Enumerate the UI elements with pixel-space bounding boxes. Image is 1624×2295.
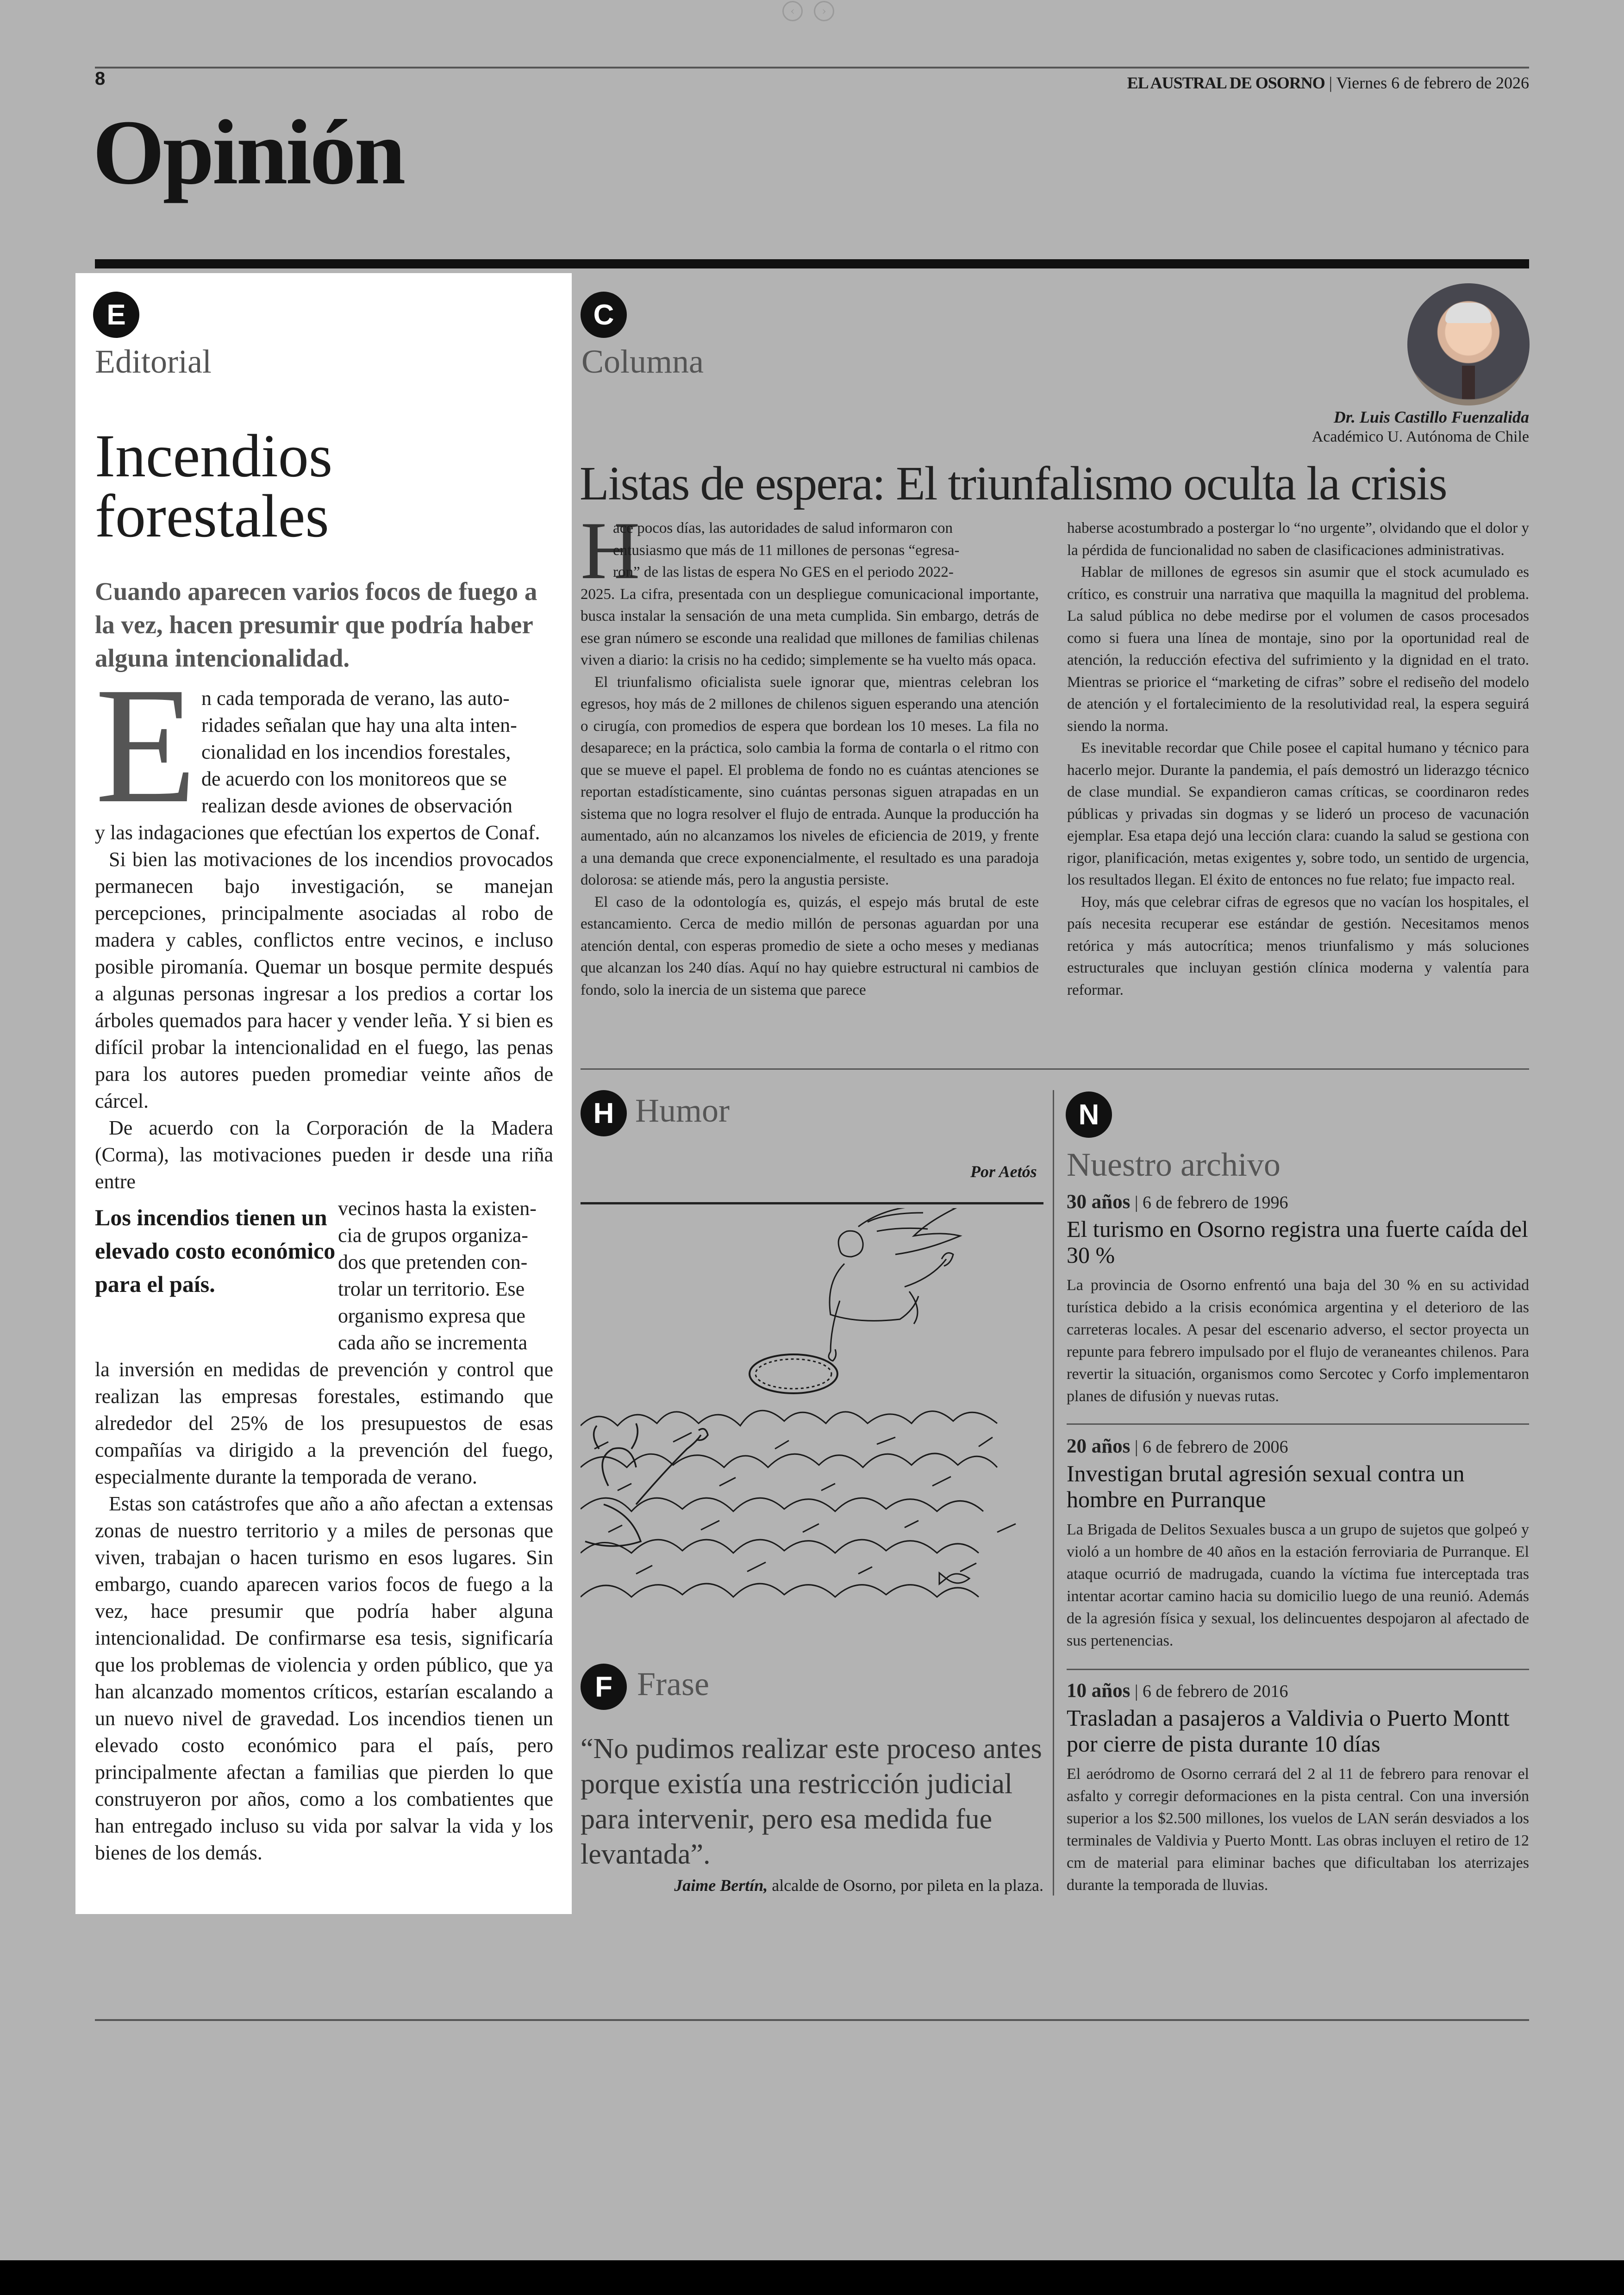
frase-quote: “No pudimos realizar este proceso antes porque existía una restricción judicial para intervenir, pero esa medida fue levantada”. bbox=[581, 1733, 1042, 1870]
archive-item-meta bbox=[1067, 1679, 1529, 1702]
archive-headline: El turismo en Osorno registra una fuerte caída del 30 % bbox=[1067, 1216, 1528, 1268]
column-intro-line: entusiasmo que más de 11 millones de personas “egresa- bbox=[613, 542, 960, 559]
page-footer-rule bbox=[95, 2019, 1529, 2021]
reader-bottom-bar bbox=[0, 2260, 1624, 2295]
column-author-role: Académico U. Autónoma de Chile bbox=[1312, 428, 1529, 445]
column-headline: Listas de espera: El triunfalismo oculta la crisis bbox=[580, 457, 1447, 510]
editorial-intro-line: realizan desde aviones de observación bbox=[201, 794, 512, 817]
frase-label: Frase bbox=[637, 1665, 709, 1703]
archive-headline: Trasladan a pasajeros a Valdivia o Puerto Montt por cierre de pista durante 10 días bbox=[1067, 1705, 1510, 1757]
author-hair bbox=[1445, 303, 1492, 323]
editorial-title-line2: forestales bbox=[95, 482, 329, 550]
archive-item bbox=[1067, 1679, 1529, 1896]
column-paragraph: Hablar de millones de egresos sin asumir que el stock acumulado es crítico, es construir una narrativa que maquilla la magnitud del problema. La salud pública no debe medirse por el volumen de casos procesados como si fuera una línea de montaje, sino por la oportunidad real de atención, la reducción efectiva del sufrimiento y la dignidad en el trato. Mientras se priorice el “marketing de cifras” sobre el rediseño del modelo de atención y el fortalecimiento de la resolutividad real, la espera seguirá siendo la norma. bbox=[1067, 564, 1529, 735]
archive-rule bbox=[1067, 1423, 1529, 1425]
editorial-badge: E bbox=[93, 292, 139, 338]
archive-badge: N bbox=[1066, 1091, 1112, 1138]
humor-badge: H bbox=[581, 1090, 627, 1136]
frase-attribution-rest: alcalde de Osorno, por pileta en la plaza. bbox=[768, 1876, 1043, 1895]
editorial-side-line: vecinos hasta la existen- bbox=[338, 1197, 537, 1220]
humor-credit: Por Aetós bbox=[970, 1162, 1037, 1181]
paper-masthead bbox=[1127, 73, 1529, 93]
page-number: 8 bbox=[95, 69, 106, 89]
column-label: Columna bbox=[581, 343, 704, 380]
archive-divider bbox=[1053, 1090, 1054, 1896]
editorial-paragraph: Si bien las motivaciones de los incendios provocados permanecen bajo investigación, se manejan percepciones, principalmente asociadas al robo de madera y cables, conflictos entre vecinos, e incluso posible piromanía. Quemar un bosque permite después a algunas personas ingresar a los predios a cortar los árboles quemados para hacer y vender leña. Y si bien es difícil probar la intencionalidad en el fuego, las penas para los autores pueden promediar veinte años de cárcel. bbox=[95, 848, 553, 1112]
sea-waves bbox=[581, 1410, 1016, 1597]
chevron-left-icon[interactable]: ‹ bbox=[782, 1, 803, 21]
editorial-side-line: dos que pretenden con- bbox=[338, 1251, 528, 1273]
column-bottom-rule bbox=[581, 1068, 1529, 1070]
editorial-intro bbox=[201, 685, 553, 819]
archive-text: La provincia de Osorno enfrentó una baja del 30 % en su actividad turística debido a la crisis económica argentina y el deterioro de las carreteras locales. A pesar del escenario adverso, el sector proyecta un repunte para febrero impulsado por el flujo de veraneantes chilenos. Para revertir la situación, organismos como Sercotec y Corfo implementaron planes de difusión y nuevas rutas. bbox=[1067, 1277, 1529, 1405]
archive-item-meta bbox=[1067, 1191, 1529, 1213]
drowning-figure bbox=[585, 1423, 708, 1546]
editorial-body bbox=[95, 653, 553, 1866]
editorial-label: Editorial bbox=[95, 343, 212, 380]
column-paragraph: Hoy, más que celebrar cifras de egresos que no vacían los hospitales, el país necesita recuperar ese estándar de gestión. Necesitamos menos retórica y más autocrítica; menos triunfalismo y más soluciones estructurales que incluyan gestión clínica moderna y valentía para reformar. bbox=[1067, 893, 1529, 998]
editorial-paragraph: y las indagaciones que efectúan los expertos de Conaf. bbox=[95, 821, 540, 844]
editorial-side-line: trolar un territorio. Ese bbox=[338, 1278, 525, 1300]
header-top-rule bbox=[95, 67, 1529, 69]
angel-figure bbox=[750, 1208, 960, 1393]
archive-date: | 6 de febrero de 2006 bbox=[1130, 1437, 1288, 1457]
editorial-paragraph: Estas son catástrofes que año a año afectan a extensas zonas de nuestro territorio y a miles de personas que viven, trabajan o hacen turismo en esos lugares. Sin embargo, cuando aparecen varios focos de fuego a la vez, hace presumir que podría haber alguna intencionalidad. De confirmarse esa tesis, significaría que los problemas de violencia y orden público, que ya han alcanzado momentos críticos, estarían escalando a un nuevo nivel de gravedad. Los incendios tienen un elevado costo económico para el país, pero principalmente afectan a familias que pierden lo que construyeron por años, como a los combatientes que han entregado incluso su vida por salvar la vida y los bienes de los demás. bbox=[95, 1492, 553, 1864]
paper-name: EL AUSTRAL DE OSORNO bbox=[1127, 74, 1325, 92]
archive-item bbox=[1067, 1191, 1529, 1408]
chevron-right-icon[interactable]: › bbox=[814, 1, 834, 21]
editorial-title bbox=[95, 422, 539, 550]
editorial-intro-line: de acuerdo con los monitoreos que se bbox=[201, 767, 507, 790]
frase-attribution bbox=[581, 1876, 1043, 1895]
column-author: Dr. Luis Castillo Fuenzalida bbox=[1333, 408, 1529, 426]
editorial-title-line1: Incendios bbox=[95, 422, 333, 490]
archive-text: El aeródromo de Osorno cerrará del 2 al 11 de febrero para renovar el asfalto y corregir deformaciones en la pista central. Con una inversión superior a los $2.500 millones, los vuelos de LAN serán desviados a los terminales de Valdivia y Puerto Montt. Las obras incluyen el retiro de 12 cm de material para eliminar baches que dificultaban los aterrizajes durante la temporada de lluvias. bbox=[1067, 1765, 1529, 1894]
column-paragraph: Es inevitable recordar que Chile posee el capital humano y técnico para hacerlo mejor. Durante la pandemia, el país demostró un liderazgo técnico de clase mundial. Se expandieron camas críticas, se coordinaron redes públicas y privadas sin dogmas y se lideró un proceso de vacunación ejemplar. Esa etapa dejó una lección clara: cuando la salud se gestiona con rigor, planificación, metas exigentes y, sobre todo, un sentido de urgencia, los resultados llegan. El éxito de entonces no fue relato; fue impacto real. bbox=[1067, 740, 1529, 888]
column-paragraph: 2025. La cifra, presentada con un despliegue comunicacional importante, busca instalar la sensación de una meta cumplida. Sin embargo, detrás de ese gran número se esconde una realidad que millones de familias chilenas viven a diario: la crisis no ha cedido; simplemente se ha vuelto más opaca. bbox=[581, 586, 1039, 668]
column-paragraph: haberse acostumbrado a postergar lo “no urgente”, olvidando que el dolor y la pérdida de funcionalidad no saben de clasificaciones administrativas. bbox=[1067, 520, 1529, 559]
fish bbox=[939, 1573, 969, 1584]
column-drop-cap: H bbox=[581, 505, 640, 596]
archive-headline: Investigan brutal agresión sexual contra un hombre en Purranque bbox=[1067, 1460, 1465, 1512]
archive-rule bbox=[1067, 1669, 1529, 1670]
editorial-pull-quote: Los incendios tienen un elevado costo económico para el país. bbox=[95, 1204, 336, 1297]
archive-date: | 6 de febrero de 1996 bbox=[1130, 1193, 1288, 1212]
header-bottom-rule bbox=[95, 259, 1529, 268]
editorial-side-line: cia de grupos organiza- bbox=[338, 1224, 528, 1247]
archive-text: La Brigada de Delitos Sexuales busca a un grupo de sujetos que golpeó y violó a un hombre de 40 años en la estación ferroviaria de Purranque. El ataque ocurrió de madrugada, cuando la víctima fue interceptada tras intentar acortar camino hacia su domicilio luego de una reunió. Además de la agresión física y sexual, los delincuentes despojaron al afectado de sus pertenencias. bbox=[1067, 1521, 1529, 1649]
editorial-side-text bbox=[338, 1195, 553, 1356]
column-paragraph: El caso de la odontología es, quizás, el espejo más brutal de este estancamiento. Cerca de medio millón de personas aguardan por una atención dental, con esperas promedio de siete a ocho meses y medianas que alcanzan los 240 días. Aquí no hay quiebre estructural ni cambios de fondo, solo la inercia de un sistema que parece bbox=[581, 893, 1039, 998]
humor-rule bbox=[581, 1202, 1043, 1204]
editorial-intro-line: n cada temporada de verano, las auto- bbox=[201, 687, 510, 710]
editorial-drop-cap: E bbox=[95, 653, 197, 837]
humor-cartoon bbox=[581, 1208, 1043, 1639]
editorial-paragraph: la inversión en medidas de prevención y control que realizan las empresas forestales, estimando que alrededor del 25% de los presupuestos de esas compañías va dirigido a la prevención del fuego, especialmente durante la temporada de verano. bbox=[95, 1358, 553, 1488]
section-title: Opinión bbox=[93, 101, 404, 204]
editorial-intro-line: cionalidad en los incendios forestales, bbox=[201, 741, 511, 763]
issue-date: | Viernes 6 de febrero de 2026 bbox=[1329, 74, 1529, 92]
archive-years: 20 años bbox=[1067, 1435, 1131, 1457]
column-body-right bbox=[1067, 518, 1529, 1001]
archive-date: | 6 de febrero de 2016 bbox=[1130, 1682, 1288, 1701]
archive-years: 10 años bbox=[1067, 1680, 1131, 1702]
frase-badge: F bbox=[581, 1664, 627, 1710]
archive-item bbox=[1067, 1435, 1529, 1652]
column-paragraph: El triunfalismo oficialista suele ignorar que, mientras celebran los egresos, hoy más de 2 millones de chilenos siguen esperando una atención o cirugía, con promedios de espera que bordean los 10 meses. La fila no desaparece; en la práctica, solo cambia la forma de contarla o el ritmo con que se mueve el papel. El problema de fondo no es cuántas atenciones se reportan estadísticamente, sino cuántas personas siguen atrapadas en un sistema que no logra resolver el flujo de entrada. Aunque la producción ha aumentado, aún no alcanzamos los niveles de eficiencia de 2019, y frente a una demanda que crece exponencialmente, el resultado es una paradoja dolorosa: se atiende más, pero la angustia persiste. bbox=[581, 674, 1039, 888]
editorial-panel bbox=[75, 273, 572, 1914]
archive-label: Nuestro archivo bbox=[1067, 1146, 1280, 1183]
archive-item-meta bbox=[1067, 1435, 1529, 1458]
archive-years: 30 años bbox=[1067, 1191, 1131, 1213]
editorial-paragraph: De acuerdo con la Corporación de la Madera (Corma), las motivaciones pueden ir desde una riña entre bbox=[95, 1116, 553, 1193]
editorial-deck: Cuando aparecen varios focos de fuego a la vez, hacen presumir que podría haber alguna intencionalidad. bbox=[95, 577, 537, 672]
page-nav bbox=[782, 1, 845, 21]
humor-label: Humor bbox=[635, 1092, 730, 1129]
author-photo bbox=[1407, 283, 1530, 405]
frase-attribution-name: Jaime Bertín, bbox=[674, 1876, 768, 1895]
column-body-left bbox=[581, 505, 1039, 1001]
editorial-side-line: organismo expresa que bbox=[338, 1304, 525, 1327]
column-intro-line: ron” de las listas de espera No GES en el periodo 2022- bbox=[613, 564, 954, 580]
author-tie bbox=[1462, 366, 1475, 399]
editorial-intro-line: ridades señalan que hay una alta inten- bbox=[201, 714, 517, 736]
editorial-side-line: cada año se incrementa bbox=[338, 1331, 528, 1354]
column-badge: C bbox=[581, 292, 627, 338]
column-intro-line: ace pocos días, las autoridades de salud informaron con bbox=[613, 520, 953, 536]
column-intro bbox=[613, 518, 1039, 584]
